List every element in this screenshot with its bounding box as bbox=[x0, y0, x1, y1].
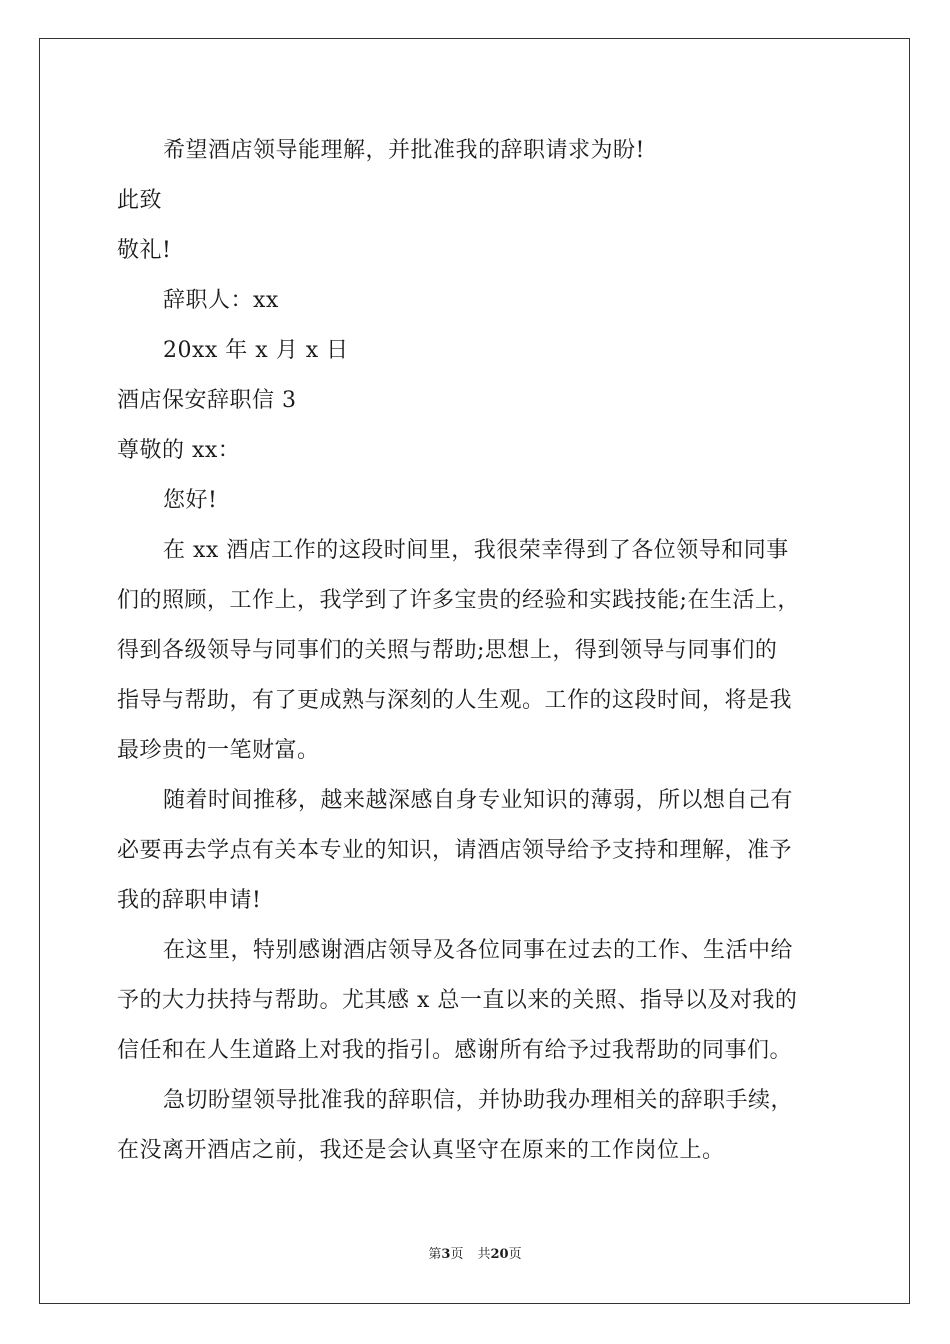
signature-name: 辞职人：xx bbox=[163, 288, 279, 313]
paragraph-4-line-1: 急切盼望领导批准我的辞职信，并协助我办理相关的辞职手续， bbox=[163, 1088, 794, 1113]
footer-total-prefix: 共 bbox=[477, 1247, 491, 1262]
footer-page-prefix: 第 bbox=[428, 1247, 442, 1262]
paragraph-2-line-2: 必要再去学点有关本专业的知识，请酒店领导给予支持和理解，准予 bbox=[117, 838, 793, 863]
greeting-hello: 您好! bbox=[163, 488, 218, 513]
footer-page-number: 3 bbox=[441, 1247, 451, 1262]
page-footer bbox=[0, 1246, 950, 1264]
salutation-cizhi: 此致 bbox=[117, 188, 163, 213]
paragraph-4-line-2: 在没离开酒店之前，我还是会认真坚守在原来的工作岗位上。 bbox=[117, 1138, 725, 1163]
paragraph-1-line-5: 最珍贵的一笔财富。 bbox=[117, 738, 320, 763]
footer-page-suffix: 页 bbox=[450, 1247, 464, 1262]
paragraph-3-line-2: 予的大力扶持与帮助。尤其感 x 总一直以来的关照、指导以及对我的 bbox=[117, 988, 798, 1013]
letter-title: 酒店保安辞职信 3 bbox=[117, 388, 297, 413]
footer-total-suffix: 页 bbox=[508, 1247, 522, 1262]
footer-total-pages: 20 bbox=[490, 1247, 509, 1262]
greeting-recipient: 尊敬的 xx： bbox=[117, 438, 241, 463]
paragraph-1-line-3: 得到各级领导与同事们的关照与帮助;思想上，得到领导与同事们的 bbox=[117, 638, 778, 663]
paragraph-1-line-4: 指导与帮助，有了更成熟与深刻的人生观。工作的这段时间，将是我 bbox=[117, 688, 793, 713]
paragraph-2-line-3: 我的辞职申请! bbox=[117, 888, 262, 913]
salutation-jingli: 敬礼! bbox=[117, 238, 172, 263]
signature-date: 20xx 年 x 月 x 日 bbox=[163, 338, 349, 363]
paragraph-1-line-2: 们的照顾，工作上，我学到了许多宝贵的经验和实践技能;在生活上， bbox=[117, 588, 800, 613]
paragraph-2-line-1: 随着时间推移，越来越深感自身专业知识的薄弱，所以想自己有 bbox=[163, 788, 794, 813]
paragraph-3-line-1: 在这里，特别感谢酒店领导及各位同事在过去的工作、生活中给 bbox=[163, 938, 794, 963]
paragraph-1-line-1: 在 xx 酒店工作的这段时间里，我很荣幸得到了各位领导和同事 bbox=[163, 538, 789, 563]
closing-request-line: 希望酒店领导能理解，并批准我的辞职请求为盼! bbox=[163, 138, 645, 163]
paragraph-3-line-3: 信任和在人生道路上对我的指引。感谢所有给予过我帮助的同事们。 bbox=[117, 1038, 793, 1063]
